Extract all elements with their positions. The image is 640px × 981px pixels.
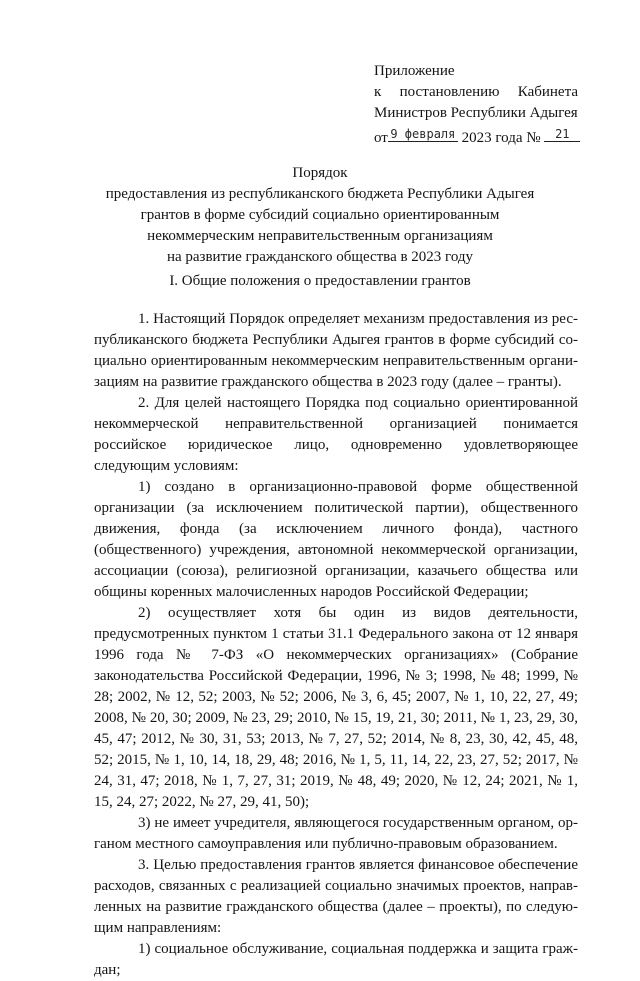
appendix-date-line	[374, 124, 578, 149]
title-line-1: Порядок	[292, 165, 348, 181]
number-blank	[544, 124, 580, 142]
appendix-word-2: постановлению	[399, 84, 500, 100]
title-line-5: на развитие гражданского общества в 2023 году	[166, 249, 474, 265]
appendix-word-1: к	[374, 84, 382, 100]
title-line-3: грантов в форме субсидий социально ориентированным	[140, 207, 500, 223]
paragraph-2-2: 2) осуществляет хотя бы один из видов деятельности, предусмотренных пунктом 1 статьи 31.1 Федерального закона от 12 января 1996 года № 7-ФЗ «О некоммерческих организациях» (Собрание законодательства Российской Федерации, 1996, № 3; 1998, № 48; 1999, № 28; 2002, № 12, 52; 2003, № 52; 2006, № 3, 6, 45; 2007, № 1, 10, 22, 27, 49; 2008, № 20, 30; 2009, № 23, 29; 2010, № 15, 19, 21, 30; 2011, № 1, 23, 29, 30, 45, 47; 2012, № 30, 31, 53; 2013, № 7, 27, 52; 2014, № 8, 23, 30, 42, 45, 48, 52; 2015, № 1, 10, 14, 18, 29, 48; 2016, № 1, 5, 11, 14, 22, 23, 27, 52; 2017, № 24, 31, 47; 2018, № 1, 7, 27, 31; 2019, № 48, 49; 2020, № 12, 24; 2021, № 1, 15, 24, 27; 2022, № 27, 29, 41, 50);	[94, 605, 578, 810]
handwritten-number: 21	[555, 127, 570, 141]
paragraph-1: 1. Настоящий Порядок определяет механизм предоставления из республиканского бюджета Республики Адыгея грантов в форме субсидий социально ориентированным некоммерческим неправительственным организациям на развитие гражданского общества в 2023 году (далее – гранты).	[94, 311, 578, 390]
date-blank	[388, 124, 458, 142]
title-line-2: предоставления из республиканского бюджета Республики Адыгея	[105, 186, 535, 202]
paragraph-2-1: 1) создано в организационно-правовой форме общественной организации (за исключением политической партии), общественного движения, фонда (за исключением личного фонда), частного (общественного) учреждения, автономной некоммерческой организации, ассоциации (союза), религиозной организации, казачьего общества или общины коренных малочисленных народов Российской Федерации;	[94, 479, 578, 600]
appendix-label: Приложение	[374, 63, 455, 79]
handwritten-date: 9 февраля	[390, 127, 456, 141]
date-suffix: 2023 года №	[461, 130, 541, 146]
date-prefix: от	[374, 130, 388, 146]
paragraph-2: 2. Для целей настоящего Порядка под социально ориентированной некоммерческой неправительственной организацией понимается российское юридическое лицо, одновременно удовлетворяющее следующим условиям:	[94, 395, 578, 474]
appendix-issuer: Министров Республики Адыгея	[374, 105, 578, 121]
paragraph-2-3: 3) не имеет учредителя, являющегося государственным органом, органом местного самоуправления или публично-правовым образованием.	[94, 815, 578, 852]
appendix-resolution-line	[374, 82, 578, 103]
document-body	[94, 309, 578, 981]
document-title	[60, 163, 580, 268]
section-heading: I. Общие положения о предоставлении грантов	[169, 273, 471, 289]
appendix-block	[374, 61, 578, 149]
title-line-4: некоммерческим неправительственным организациям	[147, 228, 493, 244]
paragraph-3: 3. Целью предоставления грантов является финансовое обеспечение расходов, связанных с реализацией социально значимых проектов, направленных на развитие гражданского общества (далее – проекты), по следующим направлениям:	[94, 857, 578, 936]
appendix-word-3: Кабинета	[517, 84, 578, 100]
paragraph-3-1: 1) социальное обслуживание, социальная поддержка и защита граждан;	[94, 941, 578, 978]
